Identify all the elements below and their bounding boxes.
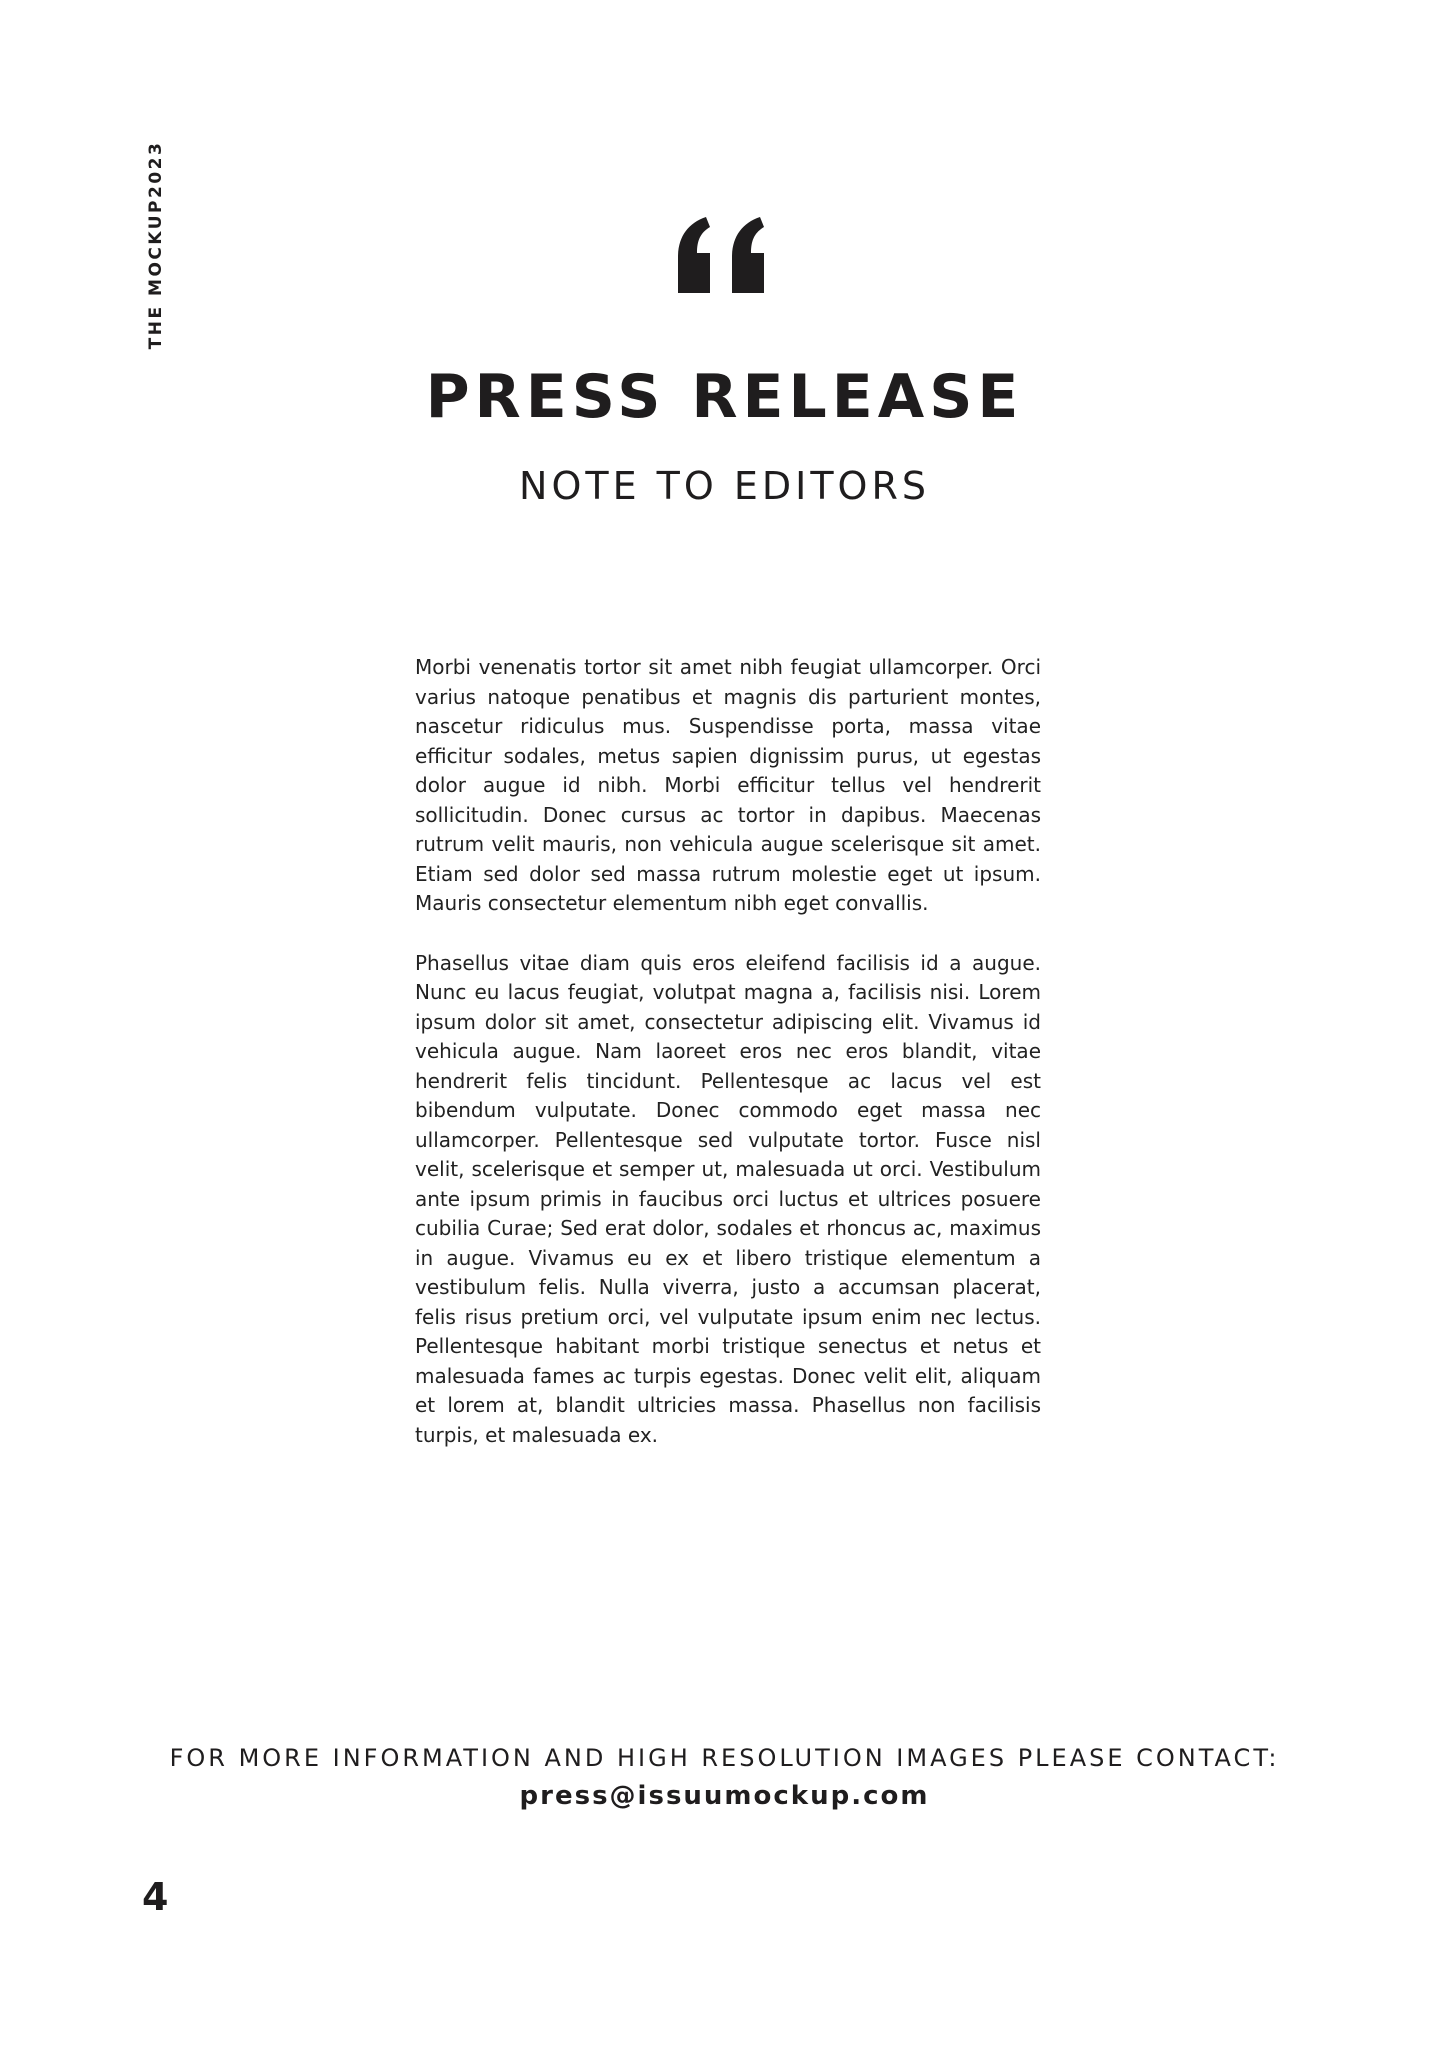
contact-email-link[interactable]: press@issuumockup.com [519, 1781, 930, 1811]
opening-quote-icon [0, 215, 1449, 365]
page-subtitle: NOTE TO EDITORS [519, 464, 930, 508]
page-number: 4 [142, 1875, 169, 1919]
contact-info-text: FOR MORE INFORMATION AND HIGH RESOLUTION IMAGES PLEASE CONTACT: [169, 1744, 1280, 1772]
publication-side-label: THE MOCKUP2023 [146, 140, 166, 350]
press-release-body [415, 653, 1041, 1480]
body-paragraph: Morbi venenatis tortor sit amet nibh feugiat ullamcorper. Orci varius natoque penatibus et magnis dis parturient montes, nascetur ridiculus mus. Suspendisse porta, massa vitae efficitur sodales, metus sapien dignissim purus, ut egestas dolor augue id nibh. Morbi efficitur tellus vel hendrerit sollicitudin. Donec cursus ac tortor in dapibus. Maecenas rutrum velit mauris, non vehicula augue scelerisque sit amet. Etiam sed dolor sed massa rutrum molestie eget ut ipsum. Mauris consectetur elementum nibh eget convallis. [415, 655, 1041, 915]
quote-mark-graphic [670, 215, 780, 295]
page-title: PRESS RELEASE [425, 362, 1024, 432]
body-paragraph: Phasellus vitae diam quis eros eleifend facilisis id a augue. Nunc eu lacus feugiat, volutpat magna a, facilisis nisi. Lorem ipsum dolor sit amet, consectetur adipiscing elit. Vivamus id vehicula augue. Nam laoreet eros nec eros blandit, vitae hendrerit felis tincidunt. Pellentesque ac lacus vel est bibendum vulputate. Donec commodo eget massa nec ullamcorper. Pellentesque sed vulputate tortor. Fusce nisl velit, scelerisque et semper ut, malesuada ut orci. Vestibulum ante ipsum primis in faucibus orci luctus et ultrices posuere cubilia Curae; Sed erat dolor, sodales et rhoncus ac, maximus in augue. Vivamus eu ex et libero tristique elementum a vestibulum felis. Nulla viverra, justo a accumsan placerat, felis risus pretium orci, vel vulputate ipsum enim nec lectus. Pellentesque habitant morbi tristique senectus et netus et malesuada fames ac turpis egestas. Donec velit elit, aliquam et lorem at, blandit ultricies massa. Phasellus non facilisis turpis, et malesuada ex. [415, 950, 1041, 1447]
